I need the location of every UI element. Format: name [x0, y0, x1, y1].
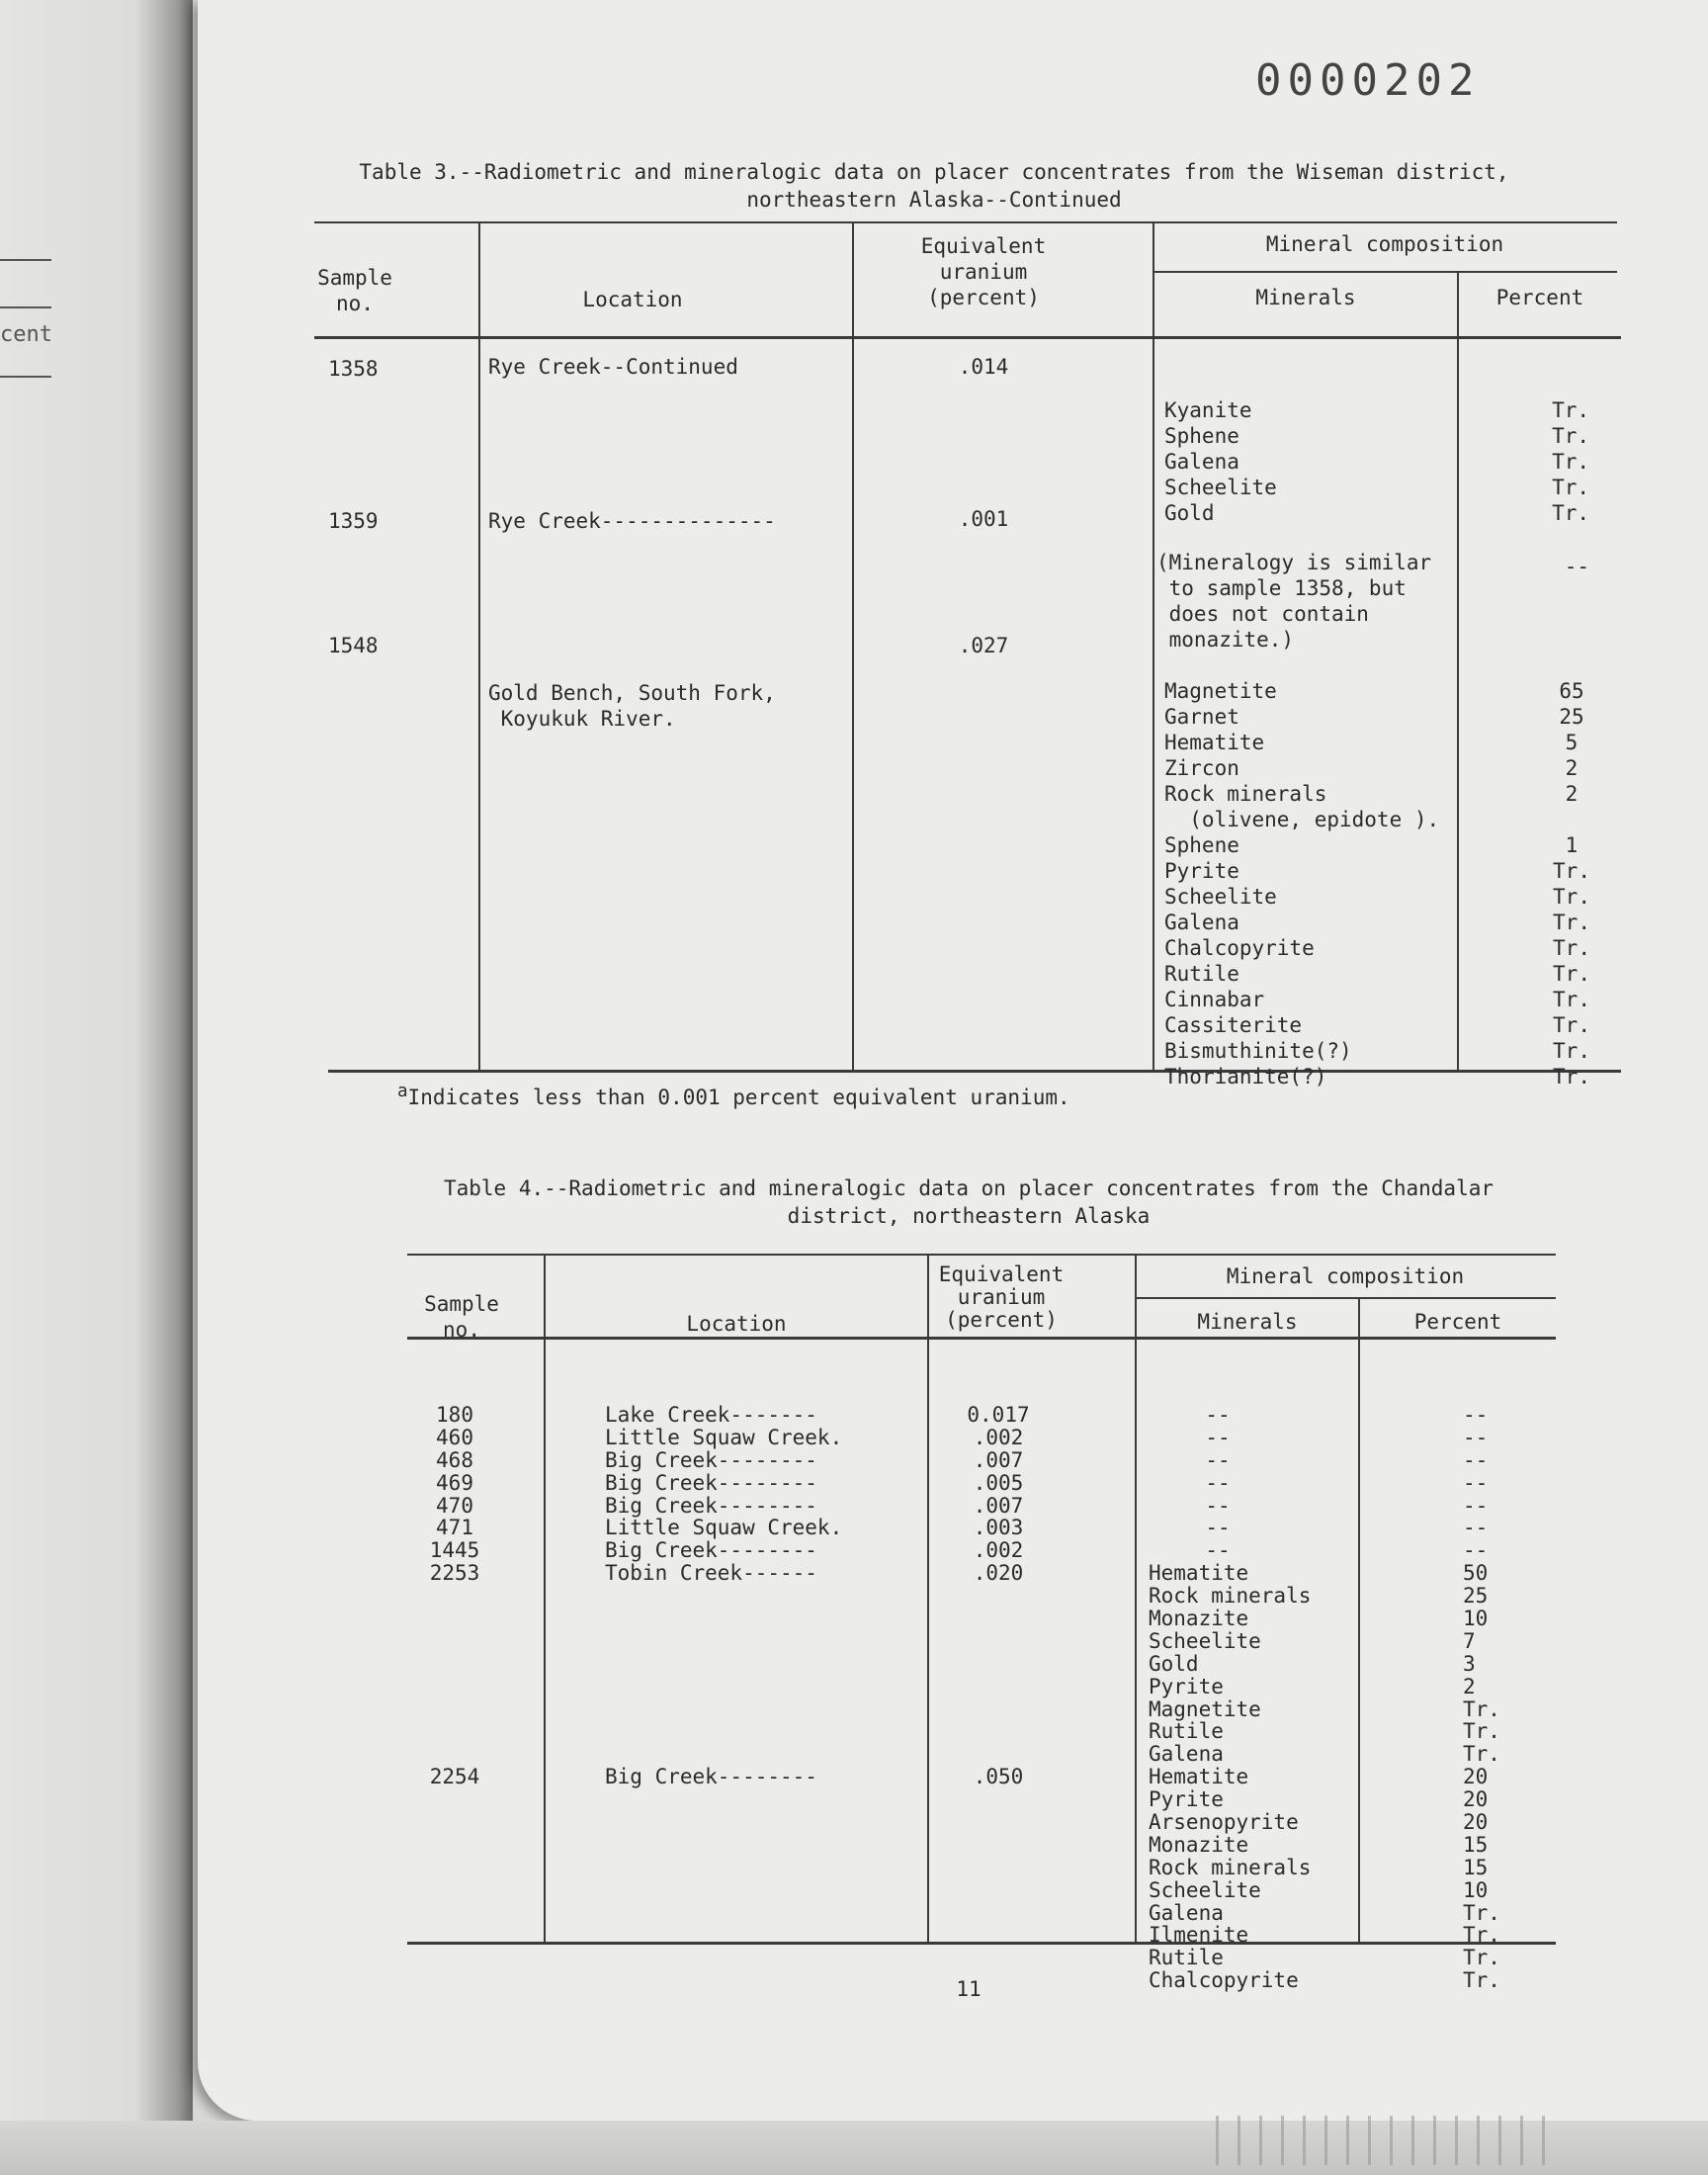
- table4-top-rule: [407, 1254, 1556, 1256]
- table4-header-minerals: Minerals: [1197, 1310, 1298, 1334]
- table3-header-minerals: Minerals: [1255, 286, 1356, 309]
- table4-location-column: Lake Creek------- Little Squaw Creek. Big Creek-------- Big Creek-------- Big Creek-------- Little Squaw Creek. Big Creek-------- Tobin Creek------ Big Creek--------: [605, 1403, 843, 1789]
- table3-header-mineral-composition: Mineral composition: [1265, 232, 1504, 256]
- table4-minerals-column: -- -- -- -- -- -- -- Hematite Rock minerals Monazite Scheelite Gold Pyrite Magnetite Rutile Galena Hematite Pyrite Arsenopyrite Monazite Rock minerals Scheelite Galena Ilmenite Rutile Chalcopyrite: [1149, 1403, 1312, 1993]
- table4-column-divider: [1358, 1299, 1360, 1942]
- table3-header-location: Location: [582, 288, 683, 311]
- table3-top-rule: [314, 221, 1617, 223]
- table3-uranium-cell: .027: [958, 634, 1009, 657]
- table4-column-divider: [544, 1256, 546, 1942]
- table4-header-sample: Sample no.: [424, 1292, 499, 1342]
- table3-header-sample: Sample no.: [317, 266, 392, 315]
- table4-header-location: Location: [686, 1312, 787, 1336]
- table3-header-percent: Percent: [1495, 286, 1584, 309]
- table3-header-rule: [314, 336, 1621, 339]
- table4-caption: [376, 1174, 1562, 1230]
- table4-column-divider: [1135, 1256, 1137, 1942]
- table4-caption-line2: district, northeastern Alaska: [787, 1204, 1151, 1228]
- table3-location-cell: Rye Creek--Continued: [488, 355, 738, 379]
- table3-column-divider: [852, 223, 854, 1070]
- page-number: 11: [956, 1977, 982, 2001]
- table4-bottom-rule: [407, 1942, 1556, 1945]
- previous-page-rule: [0, 259, 51, 261]
- table3-header-uranium: Equivalent uranium (percent): [920, 234, 1047, 309]
- table4-mineral-rule: [1135, 1297, 1556, 1299]
- scan-edge-marks: [1216, 2116, 1552, 2165]
- table3-minerals-list: Kyanite Sphene Galena Scheelite Gold: [1164, 398, 1277, 525]
- previous-page-rule: [0, 306, 51, 308]
- table3-sample-cell: 1358: [328, 357, 379, 381]
- table3-column-divider: [1153, 223, 1154, 1070]
- table3-mineral-rule: [1153, 271, 1617, 273]
- table3-column-divider: [1457, 273, 1459, 1070]
- footnote-text: Indicates less than 0.001 percent equivalent uranium.: [407, 1086, 1070, 1109]
- table3-percent-list: 65 25 5 2 2 1 Tr. Tr. Tr. Tr. Tr. Tr. Tr. Tr. Tr.: [1553, 679, 1590, 1088]
- document-number: 0000202: [1255, 55, 1481, 106]
- table3-percent-list: Tr. Tr. Tr. Tr. Tr.: [1552, 398, 1589, 525]
- table4-percent-column: -- -- -- -- -- -- -- 50 25 10 7 3 2 Tr. Tr. Tr. 20 20 20 15 15 10 Tr. Tr. Tr. Tr.: [1463, 1403, 1500, 1993]
- table3-uranium-cell: .014: [958, 355, 1009, 379]
- table3-caption-line2: northeastern Alaska--Continued: [746, 188, 1122, 212]
- table3-uranium-cell: .001: [958, 507, 1009, 531]
- table3-sample-cell: 1548: [328, 634, 379, 657]
- table3-location-cell: Gold Bench, South Fork, Koyukuk River.: [488, 681, 776, 731]
- table3-minerals-note: (Mineralogy is similar to sample 1358, but does not contain monazite.): [1156, 551, 1432, 652]
- table3-column-divider: [478, 223, 480, 1070]
- table4-sample-column: 180 460 468 469 470 471 1445 2253 2254: [429, 1403, 480, 1789]
- table4-header-rule: [407, 1337, 1556, 1340]
- table3-percent-list: --: [1564, 555, 1589, 578]
- table3-caption: [297, 158, 1572, 214]
- table4-header-mineral-composition: Mineral composition: [1226, 1264, 1465, 1288]
- table4-uranium-column: 0.017 .002 .007 .005 .007 .003 .002 .020 .050: [967, 1403, 1030, 1789]
- table4-header-uranium: Equivalent uranium (percent): [938, 1262, 1065, 1332]
- table4-caption-line1: Table 4.--Radiometric and mineralogic data on placer concentrates from the Chandalar: [443, 1176, 1494, 1200]
- table3-footnote: [397, 1082, 1070, 1109]
- previous-page-rule: [0, 376, 51, 378]
- footnote-marker: a: [397, 1082, 408, 1101]
- table3-sample-cell: 1359: [328, 509, 379, 533]
- table3-minerals-list: Magnetite Garnet Hematite Zircon Rock minerals (olivene, epidote ). Sphene Pyrite Scheelite Galena Chalcopyrite Rutile Cinnabar Cassiterite Bismuthinite(?) Thorianite(?): [1164, 679, 1440, 1088]
- table3-caption-line1: Table 3.--Radiometric and mineralogic data on placer concentrates from the Wiseman district,: [359, 160, 1509, 184]
- previous-page-fragment: cent: [0, 322, 52, 347]
- table4-header-percent: Percent: [1413, 1310, 1502, 1334]
- table3-location-cell: Rye Creek--------------: [488, 509, 776, 533]
- table4-column-divider: [927, 1256, 929, 1942]
